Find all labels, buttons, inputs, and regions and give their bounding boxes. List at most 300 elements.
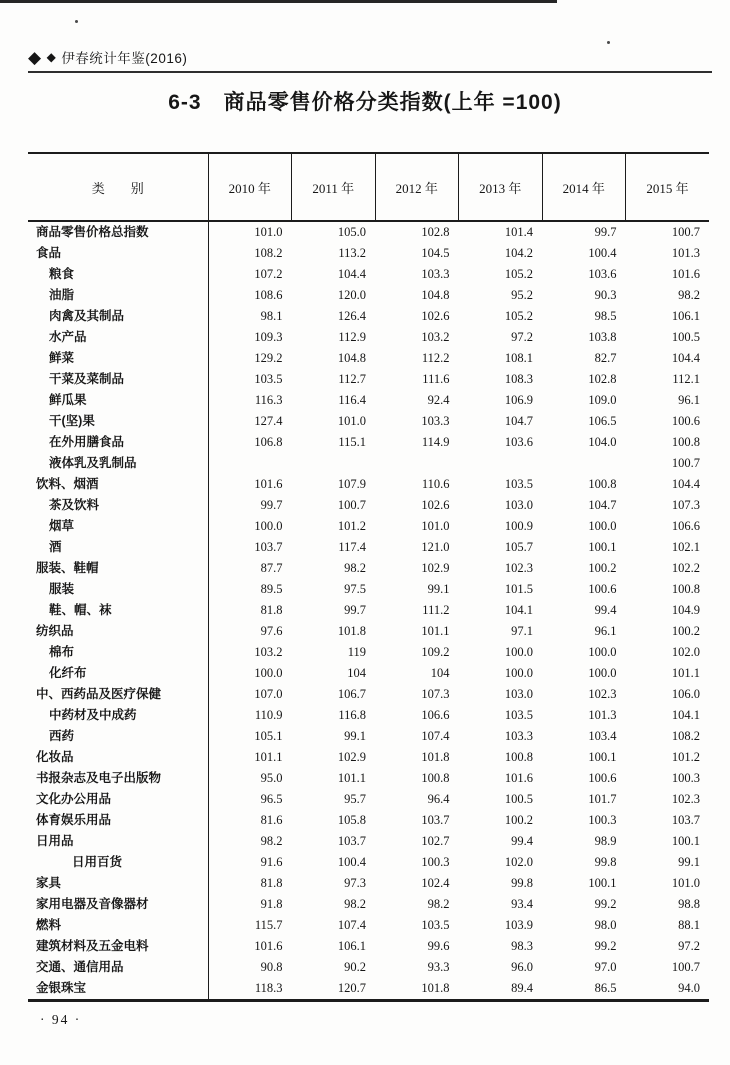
value-cell: 99.2	[594, 939, 617, 953]
value-cell: 101.1	[421, 624, 450, 638]
category-cell: 燃料	[28, 915, 208, 936]
value-cell: 103.0	[504, 498, 533, 512]
value-cell: 105.2	[504, 309, 533, 323]
value-cell: 91.8	[260, 897, 283, 911]
value-cell: 100.0	[504, 645, 533, 659]
value-cell: 100.6	[588, 582, 617, 596]
table-row	[28, 558, 709, 579]
value-cell: 101.0	[421, 519, 450, 533]
value-cell: 106.5	[588, 414, 617, 428]
value-cell: 101.8	[421, 981, 450, 995]
value-cell: 100.3	[671, 771, 700, 785]
table-row	[28, 621, 709, 642]
category-cell: 家具	[28, 873, 208, 894]
value-cell: 103.6	[504, 435, 533, 449]
value-cell: 93.3	[427, 960, 450, 974]
value-cell: 108.1	[504, 351, 533, 365]
table-row	[28, 411, 709, 432]
value-cell: 101.6	[504, 771, 533, 785]
value-cell: 121.0	[421, 540, 450, 554]
value-cell: 106.6	[671, 519, 700, 533]
value-cell: 104.1	[671, 708, 700, 722]
value-cell: 107.2	[254, 267, 283, 281]
value-cell: 103.7	[337, 834, 366, 848]
table-row	[28, 516, 709, 537]
year-header: 2011 年	[292, 153, 376, 221]
table-row	[28, 915, 709, 936]
value-cell: 100.0	[588, 666, 617, 680]
table-row	[28, 474, 709, 495]
value-cell: 100.7	[671, 225, 700, 239]
value-cell: 108.2	[254, 246, 283, 260]
value-cell: 116.4	[338, 393, 366, 407]
value-cell: 104.1	[504, 603, 533, 617]
table-row	[28, 537, 709, 558]
value-cell: 103.5	[504, 708, 533, 722]
diamond-icon: ◆	[46, 50, 57, 64]
value-cell: 110.9	[254, 708, 283, 722]
value-cell: 100.1	[588, 540, 617, 554]
value-cell: 90.3	[594, 288, 617, 302]
value-cell: 119	[347, 645, 366, 659]
table-row	[28, 306, 709, 327]
value-cell: 107.0	[254, 687, 283, 701]
category-cell: 服装	[28, 579, 208, 600]
value-cell: 100.4	[337, 855, 366, 869]
value-cell: 120.7	[337, 981, 366, 995]
category-cell: 化纤布	[28, 663, 208, 684]
value-cell: 89.5	[260, 582, 283, 596]
table-header-row	[28, 153, 709, 221]
table-row	[28, 705, 709, 726]
table-row	[28, 831, 709, 852]
value-cell: 101.2	[337, 519, 366, 533]
value-cell: 100.4	[588, 246, 617, 260]
value-cell: 99.2	[594, 897, 617, 911]
value-cell: 108.3	[504, 372, 533, 386]
category-cell: 体育娱乐用品	[28, 810, 208, 831]
value-cell: 108.2	[671, 729, 700, 743]
value-cell: 90.2	[344, 960, 366, 974]
year-header: 2013 年	[459, 153, 543, 221]
value-cell: 105.2	[504, 267, 533, 281]
price-index-table-wrap	[28, 152, 709, 1002]
value-cell: 103.0	[504, 687, 533, 701]
category-cell: 西药	[28, 726, 208, 747]
value-cell: 106.8	[254, 435, 283, 449]
value-cell: 101.2	[671, 750, 700, 764]
value-cell: 97.2	[511, 330, 533, 344]
year-header: 2015 年	[626, 153, 710, 221]
value-cell: 100.3	[421, 855, 450, 869]
table-row	[28, 243, 709, 264]
table-row	[28, 789, 709, 810]
value-cell: 118.3	[254, 981, 283, 995]
scan-artifact-dot	[607, 41, 610, 44]
table-row	[28, 579, 709, 600]
category-cell: 肉禽及其制品	[28, 306, 208, 327]
value-cell: 129.2	[254, 351, 283, 365]
value-cell: 107.3	[421, 687, 450, 701]
value-cell	[542, 453, 626, 474]
category-cell: 干菜及菜制品	[28, 369, 208, 390]
value-cell: 103.5	[254, 372, 283, 386]
value-cell: 100.0	[254, 666, 283, 680]
value-cell: 101.1	[254, 750, 283, 764]
value-cell: 107.4	[421, 729, 450, 743]
value-cell: 105.7	[504, 540, 533, 554]
value-cell: 100.0	[588, 519, 617, 533]
value-cell: 111.6	[422, 372, 450, 386]
value-cell: 100.2	[671, 624, 700, 638]
value-cell: 100.2	[588, 561, 617, 575]
value-cell: 110.6	[421, 477, 450, 491]
value-cell: 97.5	[344, 582, 366, 596]
value-cell: 101.8	[337, 624, 366, 638]
value-cell: 99.4	[511, 834, 533, 848]
table-row	[28, 810, 709, 831]
value-cell: 100.0	[588, 645, 617, 659]
header-divider	[28, 71, 712, 73]
value-cell: 98.9	[594, 834, 617, 848]
value-cell: 99.6	[427, 939, 450, 953]
table-row	[28, 957, 709, 978]
value-cell: 100.8	[588, 477, 617, 491]
value-cell: 97.6	[260, 624, 283, 638]
value-cell: 102.4	[421, 876, 450, 890]
value-cell: 95.7	[344, 792, 366, 806]
value-cell: 100.1	[588, 750, 617, 764]
value-cell: 97.1	[511, 624, 533, 638]
value-cell: 101.4	[504, 225, 533, 239]
value-cell: 101.5	[504, 582, 533, 596]
value-cell: 104.2	[504, 246, 533, 260]
value-cell: 98.3	[511, 939, 533, 953]
value-cell: 103.3	[421, 414, 450, 428]
value-cell: 106.1	[337, 939, 366, 953]
value-cell: 95.2	[511, 288, 533, 302]
value-cell: 104.7	[588, 498, 617, 512]
price-index-table	[28, 152, 709, 1002]
value-cell: 116.3	[254, 393, 283, 407]
value-cell: 102.0	[504, 855, 533, 869]
value-cell: 96.1	[678, 393, 700, 407]
category-cell: 家用电器及音像器材	[28, 894, 208, 915]
table-row	[28, 936, 709, 957]
value-cell: 82.7	[594, 351, 617, 365]
value-cell: 104.8	[337, 351, 366, 365]
value-cell: 97.3	[344, 876, 366, 890]
category-cell: 中药材及中成药	[28, 705, 208, 726]
value-cell: 101.3	[588, 708, 617, 722]
value-cell: 102.6	[421, 498, 450, 512]
value-cell: 99.4	[594, 603, 617, 617]
year-header: 2012 年	[375, 153, 459, 221]
table-row	[28, 642, 709, 663]
category-cell: 棉布	[28, 642, 208, 663]
value-cell: 99.7	[594, 225, 617, 239]
value-cell: 98.8	[678, 897, 700, 911]
category-cell: 鞋、帽、袜	[28, 600, 208, 621]
value-cell: 107.9	[337, 477, 366, 491]
category-cell: 金银珠宝	[28, 978, 208, 1001]
value-cell: 107.4	[337, 918, 366, 932]
value-cell: 103.3	[421, 267, 450, 281]
value-cell: 100.5	[671, 330, 700, 344]
category-cell: 化妆品	[28, 747, 208, 768]
value-cell: 102.8	[588, 372, 617, 386]
category-cell: 纺织品	[28, 621, 208, 642]
value-cell: 100.8	[421, 771, 450, 785]
value-cell: 98.0	[594, 918, 617, 932]
value-cell: 114.9	[421, 435, 450, 449]
value-cell: 94.0	[678, 981, 700, 995]
value-cell: 101.8	[421, 750, 450, 764]
value-cell: 103.5	[421, 918, 450, 932]
value-cell: 100.1	[588, 876, 617, 890]
scan-artifact-dot	[75, 20, 78, 23]
value-cell: 101.7	[588, 792, 617, 806]
category-cell: 粮食	[28, 264, 208, 285]
value-cell: 104.0	[588, 435, 617, 449]
scan-edge-artifact	[0, 0, 557, 3]
value-cell: 100.3	[588, 813, 617, 827]
value-cell: 106.6	[421, 708, 450, 722]
value-cell: 100.1	[671, 834, 700, 848]
value-cell: 99.8	[594, 855, 617, 869]
category-cell: 日用百货	[28, 852, 208, 873]
value-cell: 127.4	[254, 414, 283, 428]
value-cell: 103.7	[254, 540, 283, 554]
diamond-icon: ◆	[28, 47, 42, 67]
value-cell: 86.5	[594, 981, 617, 995]
value-cell: 102.3	[504, 561, 533, 575]
category-cell: 烟草	[28, 516, 208, 537]
value-cell: 81.8	[260, 876, 283, 890]
value-cell: 100.7	[337, 498, 366, 512]
value-cell: 113.2	[338, 246, 366, 260]
value-cell: 101.0	[254, 225, 283, 239]
value-cell: 99.1	[427, 582, 450, 596]
value-cell: 112.2	[421, 351, 450, 365]
category-cell: 在外用膳食品	[28, 432, 208, 453]
value-cell: 100.7	[671, 456, 700, 470]
value-cell: 104.4	[337, 267, 366, 281]
value-cell: 103.3	[504, 729, 533, 743]
category-cell: 水产品	[28, 327, 208, 348]
category-cell: 鲜菜	[28, 348, 208, 369]
table-row	[28, 978, 709, 1001]
table-row	[28, 369, 709, 390]
value-cell: 100.7	[671, 960, 700, 974]
year-header: 2014 年	[542, 153, 626, 221]
value-cell: 102.3	[671, 792, 700, 806]
value-cell: 99.1	[344, 729, 366, 743]
value-cell: 100.8	[504, 750, 533, 764]
value-cell	[459, 453, 543, 474]
value-cell: 116.8	[338, 708, 366, 722]
value-cell: 104.4	[671, 351, 700, 365]
category-cell: 油脂	[28, 285, 208, 306]
value-cell: 98.2	[344, 561, 366, 575]
value-cell: 106.9	[504, 393, 533, 407]
value-cell: 108.6	[254, 288, 283, 302]
category-cell: 食品	[28, 243, 208, 264]
value-cell: 104.4	[671, 477, 700, 491]
value-cell: 109.2	[421, 645, 450, 659]
value-cell: 104.7	[504, 414, 533, 428]
category-cell: 文化办公用品	[28, 789, 208, 810]
value-cell: 103.5	[504, 477, 533, 491]
value-cell: 102.0	[671, 645, 700, 659]
value-cell: 98.2	[678, 288, 700, 302]
category-cell: 鲜瓜果	[28, 390, 208, 411]
page-header	[28, 47, 187, 67]
value-cell: 100.0	[504, 666, 533, 680]
value-cell: 96.0	[511, 960, 533, 974]
table-row	[28, 600, 709, 621]
value-cell: 98.1	[260, 309, 283, 323]
value-cell: 99.1	[678, 855, 700, 869]
value-cell: 103.8	[588, 330, 617, 344]
table-row	[28, 327, 709, 348]
table-body	[28, 221, 709, 1001]
table-row	[28, 747, 709, 768]
value-cell: 99.7	[260, 498, 283, 512]
value-cell: 100.5	[504, 792, 533, 806]
value-cell: 87.7	[260, 561, 283, 575]
value-cell: 92.4	[427, 393, 450, 407]
page-number: · 94 ·	[40, 1012, 82, 1027]
value-cell: 89.4	[511, 981, 533, 995]
value-cell: 102.9	[337, 750, 366, 764]
value-cell: 100.0	[254, 519, 283, 533]
table-row	[28, 348, 709, 369]
value-cell: 98.5	[594, 309, 617, 323]
value-cell: 102.7	[421, 834, 450, 848]
category-cell: 商品零售价格总指数	[28, 221, 208, 243]
yearbook-title: 伊春统计年鉴(2016)	[61, 51, 188, 66]
value-cell: 104	[347, 666, 366, 680]
value-cell	[292, 453, 376, 474]
value-cell: 104.9	[671, 603, 700, 617]
value-cell: 100.2	[504, 813, 533, 827]
value-cell: 120.0	[337, 288, 366, 302]
value-cell: 101.1	[671, 666, 700, 680]
value-cell: 103.2	[254, 645, 283, 659]
value-cell: 97.0	[594, 960, 617, 974]
value-cell: 101.3	[671, 246, 700, 260]
value-cell: 97.2	[678, 939, 700, 953]
value-cell: 99.8	[511, 876, 533, 890]
value-cell: 102.1	[671, 540, 700, 554]
value-cell: 109.3	[254, 330, 283, 344]
value-cell: 102.9	[421, 561, 450, 575]
value-cell: 100.6	[588, 771, 617, 785]
value-cell: 88.1	[678, 918, 700, 932]
value-cell: 106.0	[671, 687, 700, 701]
value-cell: 101.0	[337, 414, 366, 428]
value-cell: 99.7	[344, 603, 366, 617]
value-cell: 103.7	[421, 813, 450, 827]
value-cell: 98.2	[344, 897, 366, 911]
category-cell: 日用品	[28, 831, 208, 852]
value-cell: 96.1	[594, 624, 617, 638]
value-cell: 112.1	[672, 372, 700, 386]
value-cell: 126.4	[337, 309, 366, 323]
table-row	[28, 495, 709, 516]
value-cell: 100.6	[671, 414, 700, 428]
category-cell: 交通、通信用品	[28, 957, 208, 978]
table-row	[28, 264, 709, 285]
table-row	[28, 768, 709, 789]
value-cell: 101.6	[671, 267, 700, 281]
value-cell	[208, 453, 292, 474]
value-cell: 98.2	[427, 897, 450, 911]
value-cell: 101.6	[254, 477, 283, 491]
value-cell: 81.8	[260, 603, 283, 617]
value-cell: 112.9	[338, 330, 366, 344]
value-cell: 105.1	[254, 729, 283, 743]
table-row	[28, 684, 709, 705]
category-cell: 建筑材料及五金电料	[28, 936, 208, 957]
category-cell: 酒	[28, 537, 208, 558]
value-cell	[375, 453, 459, 474]
value-cell: 111.2	[422, 603, 450, 617]
value-cell: 93.4	[511, 897, 533, 911]
category-cell: 干(坚)果	[28, 411, 208, 432]
page-title: 6-3 商品零售价格分类指数(上年 =100)	[168, 91, 562, 114]
value-cell: 101.6	[254, 939, 283, 953]
value-cell: 104.5	[421, 246, 450, 260]
table-row	[28, 221, 709, 243]
value-cell: 104.8	[421, 288, 450, 302]
category-cell: 中、西药品及医疗保健	[28, 684, 208, 705]
value-cell: 103.7	[671, 813, 700, 827]
value-cell: 103.2	[421, 330, 450, 344]
category-cell: 液体乳及乳制品	[28, 453, 208, 474]
value-cell: 107.3	[671, 498, 700, 512]
value-cell: 115.7	[254, 918, 283, 932]
category-cell: 茶及饮料	[28, 495, 208, 516]
value-cell: 105.0	[337, 225, 366, 239]
value-cell: 106.7	[337, 687, 366, 701]
table-row	[28, 726, 709, 747]
value-cell: 100.8	[671, 435, 700, 449]
category-cell: 书报杂志及电子出版物	[28, 768, 208, 789]
value-cell: 106.1	[671, 309, 700, 323]
value-cell: 96.4	[427, 792, 450, 806]
category-cell: 饮料、烟酒	[28, 474, 208, 495]
value-cell: 103.4	[588, 729, 617, 743]
value-cell: 95.0	[260, 771, 283, 785]
value-cell: 112.7	[338, 372, 366, 386]
table-row	[28, 663, 709, 684]
value-cell: 103.6	[588, 267, 617, 281]
value-cell: 102.3	[588, 687, 617, 701]
value-cell: 102.6	[421, 309, 450, 323]
table-row	[28, 432, 709, 453]
table-row	[28, 390, 709, 411]
value-cell: 101.1	[337, 771, 366, 785]
value-cell: 105.8	[337, 813, 366, 827]
category-cell: 服装、鞋帽	[28, 558, 208, 579]
value-cell: 104	[430, 666, 450, 680]
table-row	[28, 852, 709, 873]
value-cell: 101.0	[671, 876, 700, 890]
value-cell: 102.8	[421, 225, 450, 239]
value-cell: 91.6	[260, 855, 283, 869]
